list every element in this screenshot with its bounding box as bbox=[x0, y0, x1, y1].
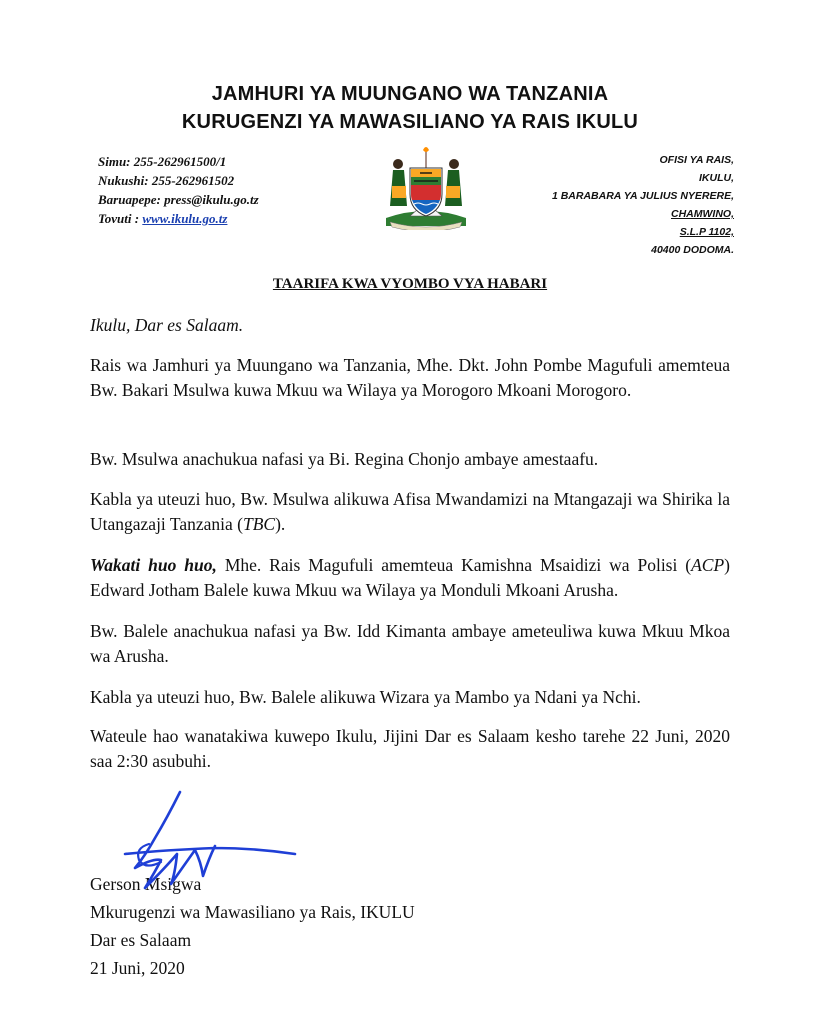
address-line-1: OFISI YA RAIS, bbox=[659, 154, 734, 166]
paragraph-2: Bw. Msulwa anachukua nafasi ya Bi. Regina Chonjo ambaye amestaafu. bbox=[90, 449, 599, 469]
website-line bbox=[98, 209, 259, 228]
fax-line: Nukushi: 255-262961502 bbox=[98, 173, 235, 188]
address-line-6: 40400 DODOMA. bbox=[651, 244, 734, 256]
handwritten-signature bbox=[105, 788, 305, 898]
website-link[interactable]: www.ikulu.go.tz bbox=[142, 211, 228, 226]
address-block bbox=[552, 151, 734, 259]
address-line-5: S.L.P 1102, bbox=[679, 226, 734, 238]
paragraph-4-end: ) Edward Jotham Balele kuwa Mkuu wa Wilaya ya Monduli Mkoani Arusha. bbox=[90, 555, 730, 600]
dateline: Ikulu, Dar es Salaam. bbox=[90, 315, 244, 335]
address-line-3: 1 BARABARA YA JULIUS NYERERE, bbox=[551, 190, 734, 202]
paragraph-4-lead: Wakati huo huo, bbox=[90, 555, 217, 575]
contact-block bbox=[98, 152, 259, 228]
acp-abbrev: ACP bbox=[691, 555, 725, 575]
signatory-title: Mkurugenzi wa Mawasiliano ya Rais, IKULU bbox=[90, 902, 415, 922]
signatory-name: Gerson Msigwa bbox=[90, 874, 202, 894]
paragraph-3 bbox=[90, 487, 730, 537]
document-title: TAARIFA KWA VYOMBO VYA HABARI bbox=[272, 276, 548, 292]
paragraph-1: Rais wa Jamhuri ya Muungano wa Tanzania, Mhe. Dkt. John Pombe Magufuli amemteua Bw. Bakari Msulwa kuwa Mkuu wa Wilaya ya Morogoro Mkoani Morogoro. bbox=[90, 355, 730, 400]
coat-of-arms-icon bbox=[380, 146, 472, 230]
header-line-1: JAMHURI YA MUUNGANO WA TANZANIA bbox=[211, 83, 609, 105]
paragraph-4 bbox=[90, 553, 730, 603]
website-label: Tovuti : bbox=[98, 211, 143, 226]
header-line-2: KURUGENZI YA MAWASILIANO YA RAIS IKULU bbox=[181, 111, 639, 133]
address-line-2: IKULU, bbox=[699, 172, 734, 184]
paragraph-3-text: Kabla ya uteuzi huo, Bw. Msulwa alikuwa Afisa Mwandamizi na Mtangazaji wa Shirika la Utangazaji Tanzania ( bbox=[90, 489, 730, 534]
paragraph-4-text: Mhe. Rais Magufuli amemteua Kamishna Msaidizi wa Polisi ( bbox=[216, 555, 692, 575]
paragraph-7: Wateule hao wanatakiwa kuwepo Ikulu, Jijini Dar es Salaam kesho tarehe 22 Juni, 2020 saa 2:30 asubuhi. bbox=[90, 726, 730, 771]
signoff-date: 21 Juni, 2020 bbox=[90, 958, 185, 978]
signoff-place: Dar es Salaam bbox=[90, 930, 192, 950]
email-line: Baruapepe: press@ikulu.go.tz bbox=[98, 192, 259, 207]
address-line-4: CHAMWINO, bbox=[671, 208, 734, 220]
phone-line: Simu: 255-262961500/1 bbox=[98, 154, 227, 169]
paragraph-3-end: ). bbox=[275, 514, 286, 534]
paragraph-5: Bw. Balele anachukua nafasi ya Bw. Idd Kimanta ambaye ameteuliwa kuwa Mkuu Mkoa wa Arusha. bbox=[90, 621, 730, 666]
tbc-abbrev: TBC bbox=[242, 514, 276, 534]
paragraph-6: Kabla ya uteuzi huo, Bw. Balele alikuwa Wizara ya Mambo ya Ndani ya Nchi. bbox=[90, 687, 641, 707]
